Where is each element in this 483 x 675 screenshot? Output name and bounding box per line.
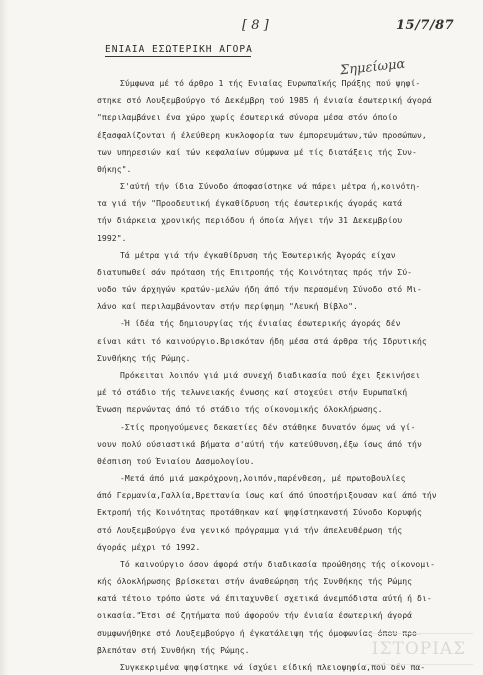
text-line: των υπηρεσιών καί τών κεφαλαίων σύμφωνα μέ τίς διατάξεις τής Συν- (97, 146, 417, 157)
text-line: τα γιά τήν "Προοδευτική έγκαθίδρυση τής έσωτερικής άγοράς κατά (97, 198, 403, 209)
title-underline (105, 56, 251, 57)
text-line: άπό Γερμανία,Γαλλία,Βρεττανία ίσως καί άπό ύποστήριξουσαν καί άπό τήν (97, 490, 437, 501)
text-line: στηκε στό Λουξεμβούργο τό Δεκέμβρη τού 1985 ή ένιαία έσωτερική άγορά (97, 95, 432, 106)
text-line: -Στίς προηγούμενες δεκαετίες δέν στάθηκε δυνατόν όμως νά γί- (120, 421, 416, 432)
text-line: νοδο τών άρχηγών κρατών-μελών ήδη άπό τήν περασμένη Σύνοδο στό Μι- (97, 284, 422, 295)
text-line: θέσπιση τού Ένιαίου Δασμολογίου. (97, 455, 255, 466)
archive-watermark: ΙΣΤΟΡΙΑΣ (365, 633, 473, 665)
handwritten-note: Σημείωμα (339, 56, 406, 79)
text-line: -Ή ίδέα τής δημιουργίας τής ένιαίας έσωτερικής άγοράς δέν (120, 318, 401, 329)
text-line: λάνο καί περιλαμβάνονταν στήν περίφημη "Λευκή Βίβλο". (97, 301, 358, 312)
text-line: μέ τό στάδιο τής τελωνειακής ένωσης καί στοχεύει στήν Ευρωπαϊκή (97, 387, 408, 398)
text-line: Ένωση περνώντας άπό τό στάδιο τής οίκονομικής όλοκλήρωσης. (97, 404, 383, 415)
text-line: θήκης". (97, 163, 132, 174)
document-title: ΕΝΙΑΙΑ ΕΣΩΤΕΡΙΚΗ ΑΓΟΡΑ (105, 44, 253, 55)
page-number: [ 8 ] (242, 18, 269, 33)
text-line: οικασία."Έτσι σέ ζητήματα πού άφορούν τήν ένιαία έσωτερική άγορά (97, 610, 413, 621)
text-line: Τό καινούργιο όσον άφορά στήν διαδικασία προώθησης τής οίκονομι- (120, 558, 436, 569)
text-line: βλεπόταν στή Συνθήκη τής Ρώμης. (97, 644, 250, 655)
text-line: Συνθήκης τής Ρώμης. (97, 352, 191, 363)
text-line: τήν διάρκεια χρονικής περιόδου ή όποία λήγει τήν 31 Δεκεμβρίου (97, 215, 403, 226)
page-edge-shadow (0, 0, 8, 675)
text-line: έξασφαλίζονται ή έλεύθερη κυκλοφορία των έμπορευμάτων,τών προσώπων, (97, 129, 427, 140)
text-line: κής όλοκλήρωσης βρίσκεται στήν άναθεώρηση τής Συνθήκης τής Ρώμης (97, 576, 413, 587)
text-line: άγοράς μέχρι τό 1992. (97, 541, 201, 552)
handwritten-date: 15/7/87 (396, 18, 455, 33)
text-line: νουν πολύ ούσιαστικά βήματα σ'αύτή τήν κατεύθυνση,έξω ίσως άπό τήν (97, 438, 422, 449)
text-line: Σύμφωνα μέ τό άρθρο 1 τής Ενιαίας Ευρωπαϊκής Πράξης πού ψηφί- (120, 78, 421, 88)
text-line: -Μετά άπό μιά μακρόχρονη,λοιπόν,παρένθεση, μέ πρωτοβουλίες (120, 473, 406, 484)
text-line: Εκτροπή τής Κοινότητας προτάθηκαν καί ψηφίστηκανστή Σύνοδο Κορυφής (97, 507, 422, 518)
text-line: "περιλαμβάνει ένα χώρο χωρίς έσωτερικά σύνορα μέσα στόν όποίο (97, 112, 398, 123)
text-line: συμφωνήθηκε στό Λουξεμβούργο ή έγκατάλειψη τής όμοφωνίας όπου προ- (97, 627, 422, 638)
text-line: Σ'αύτή τήν ίδια Σύνοδο άποφασίστηκε νά πάρει μέτρα ή,κοινότη- (120, 181, 421, 192)
text-line: διατυπωθεί σάν πρόταση τής Επιτροπής τής Κοινότητας πρός τήν Σύ- (97, 266, 413, 277)
text-line: είναι κάτι τό καινούργιο.Βρισκόταν ήδη μέσα στά άρθρα τής Ιδρυτικής (97, 335, 427, 346)
text-line: Τά μέτρα γιά τήν έγκαθίδρυση τής Έσωτερικής Άγοράς είχαν (120, 249, 396, 260)
text-line: στό Λουξεμβούργο ένα γενικό πρόγραμμα γιά τήν άπελευθέρωση τής (97, 524, 403, 535)
text-line: Πρόκειται λοιπόν γιά μιά συνεχή διαδικασία πού έχει ξεκινήσει (120, 370, 421, 380)
text-line: Συγκεκριμένα ψηφίστηκε νά ίσχύει είδική πλειοψηφία,πού δέν πα- (120, 662, 426, 672)
text-line: κατά τέτοιο τρόπο ώστε νά έπιταχυνθεί σχετικά άνεμπόδιστα αύτή ή δι- (97, 593, 432, 604)
text-line: 1992". (97, 232, 127, 243)
